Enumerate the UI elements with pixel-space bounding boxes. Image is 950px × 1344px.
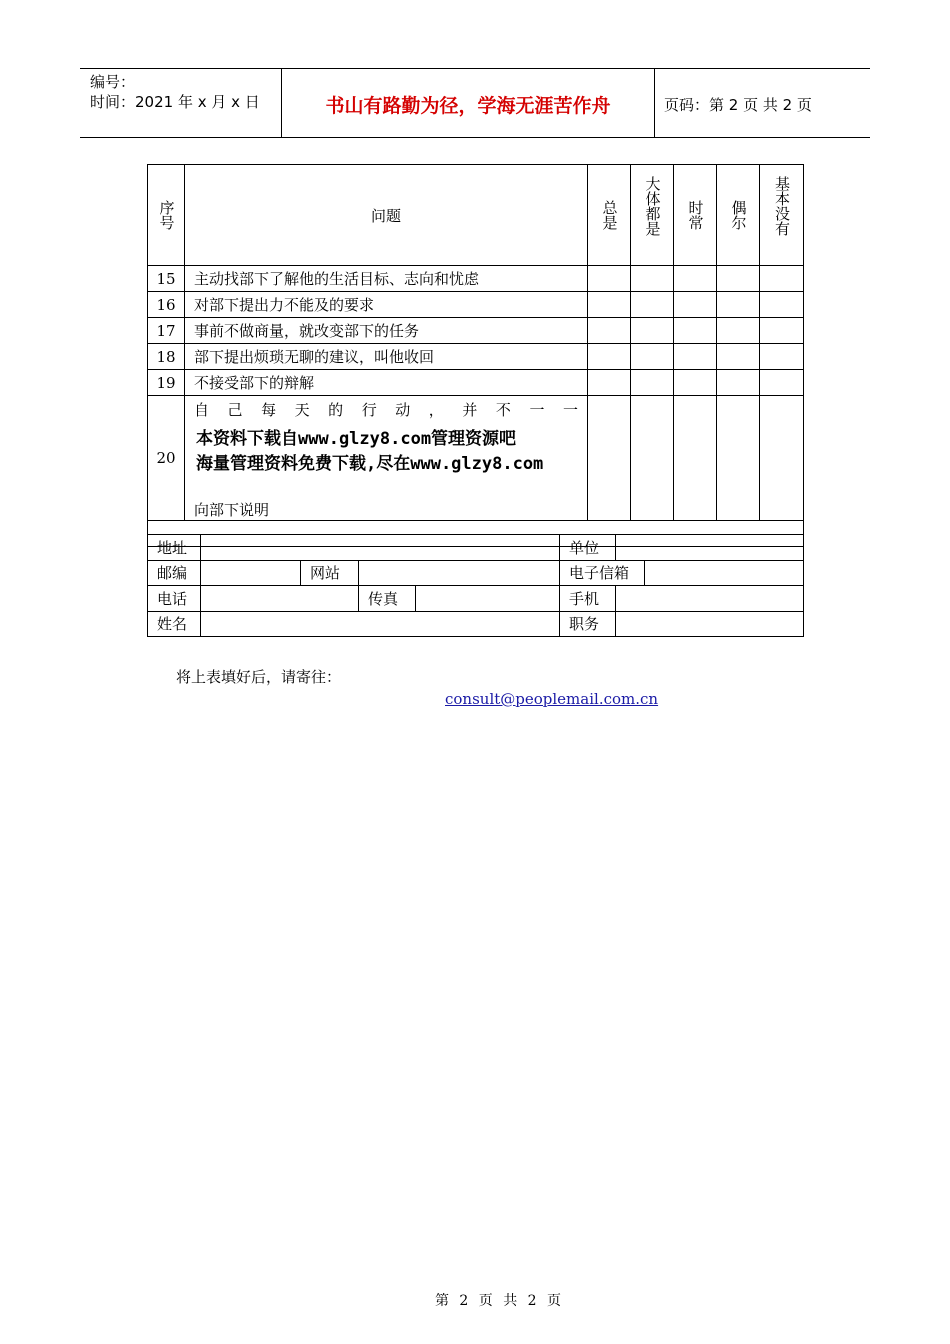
email-field[interactable] — [645, 560, 804, 586]
answer-never-cell[interactable] — [760, 292, 804, 318]
fax-field[interactable] — [416, 586, 560, 612]
contact-info-table — [147, 534, 804, 637]
position-label: 职务 — [560, 611, 616, 637]
download-notice: 本资料下载自www.glzy8.com管理资源吧 — [196, 429, 517, 449]
row-question: 对部下提出力不能及的要求 — [185, 292, 588, 318]
header-always: 总是 — [588, 165, 631, 266]
answer-mostly-cell[interactable] — [631, 396, 674, 521]
phone-row — [148, 586, 804, 612]
address-label: 地址 — [148, 535, 201, 561]
answer-sometimes-cell[interactable] — [717, 370, 760, 396]
address-field[interactable] — [201, 535, 560, 561]
page-header — [80, 68, 870, 138]
header-motto: 书山有路勤为径，学海无涯苦作舟 — [325, 95, 611, 117]
answer-mostly-cell[interactable] — [631, 318, 674, 344]
answer-sometimes-cell[interactable] — [717, 318, 760, 344]
header-question: 问题 — [185, 165, 588, 266]
answer-mostly-cell[interactable] — [631, 344, 674, 370]
table-row — [148, 266, 804, 292]
answer-often-cell[interactable] — [674, 344, 717, 370]
mobile-field[interactable] — [616, 586, 804, 612]
row-question: 不接受部下的辩解 — [185, 370, 588, 396]
row-question — [185, 396, 588, 521]
row-question: 主动找部下了解他的生活目标、志向和忧虑 — [185, 266, 588, 292]
phone-field[interactable] — [201, 586, 359, 612]
submit-note: 将上表填好后，请寄往： — [176, 668, 342, 686]
answer-mostly-cell[interactable] — [631, 292, 674, 318]
answer-mostly-cell[interactable] — [631, 266, 674, 292]
answer-always-cell[interactable] — [588, 370, 631, 396]
document-time-label: 时间：2021 年 x 月 x 日 — [90, 93, 260, 111]
phone-label: 电话 — [148, 586, 201, 612]
table-row — [148, 396, 804, 521]
download-notice: 海量管理资料免费下载,尽在www.glzy8.com — [196, 454, 544, 474]
answer-often-cell[interactable] — [674, 266, 717, 292]
header-never: 基本没有 — [760, 165, 804, 266]
row-number: 20 — [148, 396, 185, 521]
row-number: 15 — [148, 266, 185, 292]
name-label: 姓名 — [148, 611, 201, 637]
row-number: 17 — [148, 318, 185, 344]
question-line-2: 向部下说明 — [194, 501, 270, 519]
header-sometimes: 偶尔 — [717, 165, 760, 266]
answer-never-cell[interactable] — [760, 370, 804, 396]
header-seq: 序号 — [148, 165, 185, 266]
position-field[interactable] — [616, 611, 804, 637]
row-question: 部下提出烦琐无聊的建议，叫他收回 — [185, 344, 588, 370]
answer-always-cell[interactable] — [588, 266, 631, 292]
postcode-field[interactable] — [201, 560, 301, 586]
table-row — [148, 344, 804, 370]
website-label: 网站 — [301, 560, 359, 586]
answer-never-cell[interactable] — [760, 396, 804, 521]
answer-sometimes-cell[interactable] — [717, 396, 760, 521]
table-row — [148, 318, 804, 344]
row-question: 事前不做商量，就改变部下的任务 — [185, 318, 588, 344]
name-field[interactable] — [201, 611, 560, 637]
fax-label: 传真 — [359, 586, 416, 612]
question-line-1: 自己每天的行动，并不一一 — [194, 401, 579, 419]
answer-mostly-cell[interactable] — [631, 370, 674, 396]
postcode-row — [148, 560, 804, 586]
answer-always-cell[interactable] — [588, 396, 631, 521]
answer-sometimes-cell[interactable] — [717, 292, 760, 318]
website-field[interactable] — [359, 560, 560, 586]
answer-always-cell[interactable] — [588, 344, 631, 370]
address-row — [148, 535, 804, 561]
mobile-label: 手机 — [560, 586, 616, 612]
answer-often-cell[interactable] — [674, 370, 717, 396]
answer-sometimes-cell[interactable] — [717, 344, 760, 370]
row-number: 18 — [148, 344, 185, 370]
email-link[interactable]: consult@peoplemail.com.cn — [445, 690, 659, 708]
table-row — [148, 292, 804, 318]
answer-often-cell[interactable] — [674, 396, 717, 521]
header-mostly: 大体都是 — [631, 165, 674, 266]
row-number: 16 — [148, 292, 185, 318]
header-divider — [654, 69, 655, 137]
document-number-label: 编号： — [90, 73, 136, 91]
name-row — [148, 611, 804, 637]
answer-never-cell[interactable] — [760, 318, 804, 344]
row-number: 19 — [148, 370, 185, 396]
page-footer: 第 2 页 共 2 页 — [434, 1293, 562, 1309]
unit-label: 单位 — [560, 535, 616, 561]
table-row — [148, 370, 804, 396]
survey-table — [147, 164, 804, 547]
email-label: 电子信箱 — [560, 560, 645, 586]
answer-always-cell[interactable] — [588, 318, 631, 344]
table-header-row — [148, 165, 804, 266]
answer-always-cell[interactable] — [588, 292, 631, 318]
unit-field[interactable] — [616, 535, 804, 561]
answer-often-cell[interactable] — [674, 292, 717, 318]
answer-never-cell[interactable] — [760, 266, 804, 292]
postcode-label: 邮编 — [148, 560, 201, 586]
header-often: 时常 — [674, 165, 717, 266]
answer-often-cell[interactable] — [674, 318, 717, 344]
answer-sometimes-cell[interactable] — [717, 266, 760, 292]
header-page-label: 页码：第 2 页 共 2 页 — [664, 96, 812, 114]
answer-never-cell[interactable] — [760, 344, 804, 370]
